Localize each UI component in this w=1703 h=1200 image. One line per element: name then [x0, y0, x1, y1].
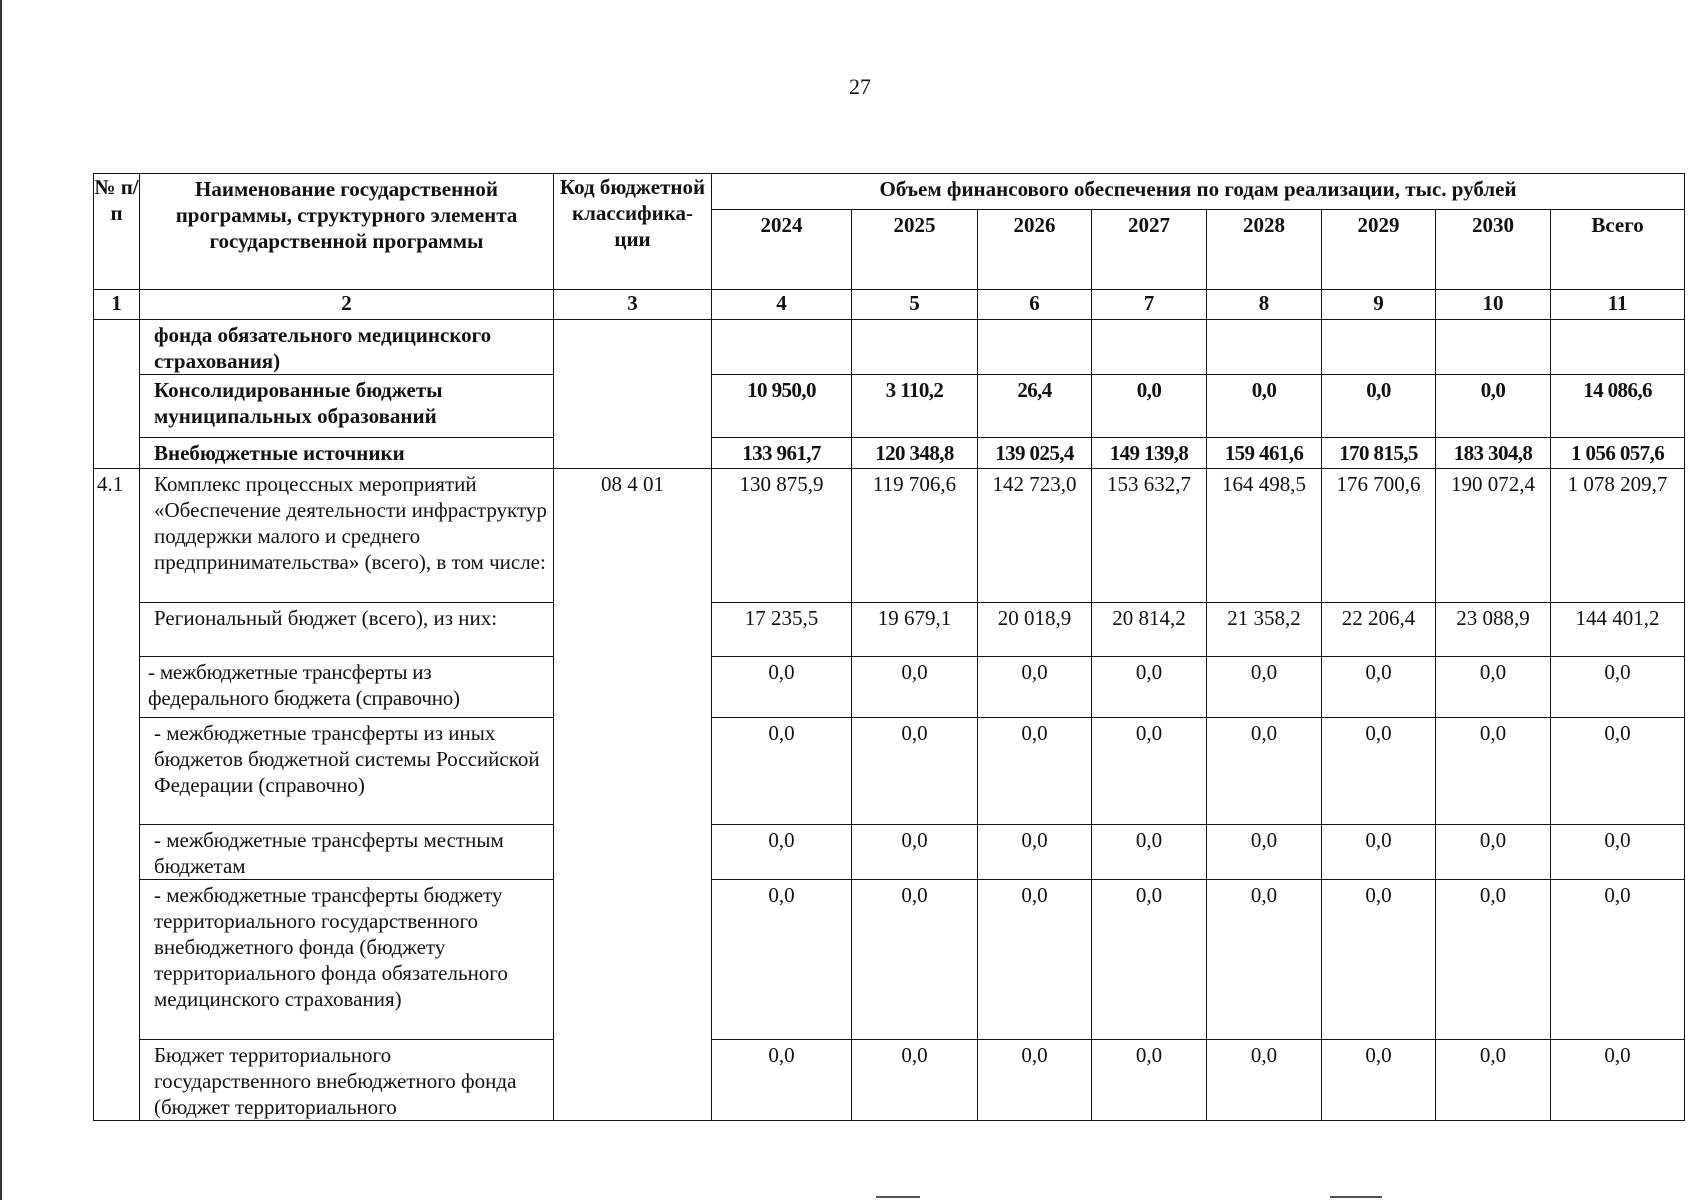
value-cell: 0,0: [1436, 1040, 1551, 1121]
value-cell: 3 110,2: [852, 375, 978, 438]
year-2029: 2029: [1322, 210, 1436, 290]
column-number: 3: [554, 290, 712, 320]
value-cell: 144 401,2: [1551, 603, 1685, 657]
value-cell: 0,0: [852, 718, 978, 825]
column-number: 9: [1322, 290, 1436, 320]
column-number: 5: [852, 290, 978, 320]
value-cell: 21 358,2: [1207, 603, 1322, 657]
value-cell: [1322, 320, 1436, 375]
value-cell: [712, 320, 852, 375]
value-cell: [1207, 320, 1322, 375]
value-cell: 164 498,5: [1207, 469, 1322, 603]
value-cell: 0,0: [1207, 657, 1322, 718]
row-name: Внебюджетные источники: [140, 438, 554, 469]
value-cell: 0,0: [852, 825, 978, 880]
value-cell: [978, 320, 1092, 375]
value-cell: 0,0: [712, 825, 852, 880]
value-cell: 0,0: [1436, 375, 1551, 438]
value-cell: 0,0: [1322, 375, 1436, 438]
value-cell: 176 700,6: [1322, 469, 1436, 603]
table-row: [94, 375, 1685, 438]
row-code: 08 4 01: [554, 469, 712, 1121]
year-2026: 2026: [978, 210, 1092, 290]
header-name: Наименование государственной программы, структурного элемента государственной программы: [140, 174, 554, 290]
value-cell: 0,0: [1092, 657, 1207, 718]
value-cell: 142 723,0: [978, 469, 1092, 603]
value-cell: 0,0: [1092, 375, 1207, 438]
value-cell: 1 056 057,6: [1551, 438, 1685, 469]
header-row-top: [94, 174, 1685, 210]
year-total: Всего: [1551, 210, 1685, 290]
value-cell: 0,0: [978, 825, 1092, 880]
row-name: - межбюджетные трансферты из федерального бюджета (справочно): [140, 657, 554, 718]
value-cell: 10 950,0: [712, 375, 852, 438]
row-name: Бюджет территориального государственного внебюджетного фонда (бюджет территориального: [140, 1040, 554, 1121]
value-cell: [852, 320, 978, 375]
value-cell: 0,0: [1092, 718, 1207, 825]
value-cell: 0,0: [1436, 880, 1551, 1040]
column-number: 2: [140, 290, 554, 320]
value-cell: 0,0: [852, 657, 978, 718]
column-number: 11: [1551, 290, 1685, 320]
financing-table: [93, 173, 1685, 1121]
value-cell: 0,0: [1322, 880, 1436, 1040]
header-volume: Объем финансового обеспечения по годам реализации, тыс. рублей: [712, 174, 1685, 210]
value-cell: 20 814,2: [1092, 603, 1207, 657]
year-2030: 2030: [1436, 210, 1551, 290]
value-cell: 0,0: [1322, 657, 1436, 718]
row-name: Региональный бюджет (всего), из них:: [140, 603, 554, 657]
row-name: фонда обязательного медицинского страхования): [140, 320, 554, 375]
value-cell: 0,0: [712, 1040, 852, 1121]
column-number-row: [94, 290, 1685, 320]
table-row: [94, 880, 1685, 1040]
value-cell: 0,0: [852, 880, 978, 1040]
value-cell: 0,0: [978, 880, 1092, 1040]
value-cell: [1092, 320, 1207, 375]
value-cell: 120 348,8: [852, 438, 978, 469]
value-cell: 0,0: [1551, 1040, 1685, 1121]
scan-artifact-line: [876, 1196, 920, 1198]
header-num: № п/п: [94, 174, 140, 290]
column-number: 1: [94, 290, 140, 320]
column-number: 7: [1092, 290, 1207, 320]
value-cell: 19 679,1: [852, 603, 978, 657]
row-num: [94, 320, 140, 469]
value-cell: 0,0: [1436, 825, 1551, 880]
value-cell: 22 206,4: [1322, 603, 1436, 657]
value-cell: 20 018,9: [978, 603, 1092, 657]
table-row: [94, 1040, 1685, 1121]
value-cell: 0,0: [1092, 880, 1207, 1040]
value-cell: 0,0: [978, 718, 1092, 825]
column-number: 6: [978, 290, 1092, 320]
value-cell: 0,0: [978, 657, 1092, 718]
table-row: [94, 603, 1685, 657]
value-cell: 0,0: [712, 657, 852, 718]
column-number: 4: [712, 290, 852, 320]
table-row: [94, 718, 1685, 825]
value-cell: 0,0: [1207, 880, 1322, 1040]
value-cell: 139 025,4: [978, 438, 1092, 469]
value-cell: 14 086,6: [1551, 375, 1685, 438]
column-number: 8: [1207, 290, 1322, 320]
value-cell: 119 706,6: [852, 469, 978, 603]
value-cell: 0,0: [1207, 375, 1322, 438]
value-cell: 149 139,8: [1092, 438, 1207, 469]
value-cell: 17 235,5: [712, 603, 852, 657]
value-cell: 183 304,8: [1436, 438, 1551, 469]
value-cell: 23 088,9: [1436, 603, 1551, 657]
value-cell: 0,0: [1551, 718, 1685, 825]
row-name: - межбюджетные трансферты из иных бюджетов бюджетной системы Российской Федерации (справочно): [140, 718, 554, 825]
row-name: - межбюджетные трансферты местным бюджетам: [140, 825, 554, 880]
year-2025: 2025: [852, 210, 978, 290]
value-cell: [1551, 320, 1685, 375]
value-cell: 0,0: [1551, 825, 1685, 880]
year-2028: 2028: [1207, 210, 1322, 290]
value-cell: 0,0: [1092, 825, 1207, 880]
row-name: - межбюджетные трансферты бюджету территориального государственного внебюджетного фонда (бюджету территориального фонда обязательного медицинского страхования): [140, 880, 554, 1040]
scan-artifact-line: [1330, 1196, 1382, 1198]
value-cell: 0,0: [712, 880, 852, 1040]
value-cell: 133 961,7: [712, 438, 852, 469]
value-cell: 130 875,9: [712, 469, 852, 603]
value-cell: 1 078 209,7: [1551, 469, 1685, 603]
value-cell: 0,0: [1436, 657, 1551, 718]
value-cell: 153 632,7: [1092, 469, 1207, 603]
value-cell: 0,0: [1092, 1040, 1207, 1121]
page-left-edge: [0, 0, 2, 1200]
header-code: Код бюджетной классифика-ции: [554, 174, 712, 290]
value-cell: 0,0: [1207, 825, 1322, 880]
table-row: [94, 825, 1685, 880]
value-cell: 0,0: [852, 1040, 978, 1121]
value-cell: 0,0: [1207, 1040, 1322, 1121]
row-code: [554, 320, 712, 469]
row-name: Комплекс процессных мероприятий «Обеспечение деятельности инфраструктур поддержки малого и среднего предпринимательства» (всего), в том числе:: [140, 469, 554, 603]
value-cell: 0,0: [1551, 657, 1685, 718]
value-cell: 0,0: [1322, 825, 1436, 880]
value-cell: [1436, 320, 1551, 375]
value-cell: 0,0: [978, 1040, 1092, 1121]
value-cell: 26,4: [978, 375, 1092, 438]
row-num: 4.1: [94, 469, 140, 1121]
value-cell: 190 072,4: [1436, 469, 1551, 603]
table-row: [94, 320, 1685, 375]
row-name: Консолидированные бюджеты муниципальных образований: [140, 375, 554, 438]
value-cell: 159 461,6: [1207, 438, 1322, 469]
year-2027: 2027: [1092, 210, 1207, 290]
value-cell: 0,0: [1322, 1040, 1436, 1121]
column-number: 10: [1436, 290, 1551, 320]
value-cell: 0,0: [1322, 718, 1436, 825]
year-2024: 2024: [712, 210, 852, 290]
value-cell: 0,0: [1551, 880, 1685, 1040]
value-cell: 170 815,5: [1322, 438, 1436, 469]
table-row: [94, 438, 1685, 469]
table-row: [94, 469, 1685, 603]
page-number: 27: [849, 74, 871, 99]
value-cell: 0,0: [1207, 718, 1322, 825]
value-cell: 0,0: [1436, 718, 1551, 825]
table-row: [94, 657, 1685, 718]
value-cell: 0,0: [712, 718, 852, 825]
